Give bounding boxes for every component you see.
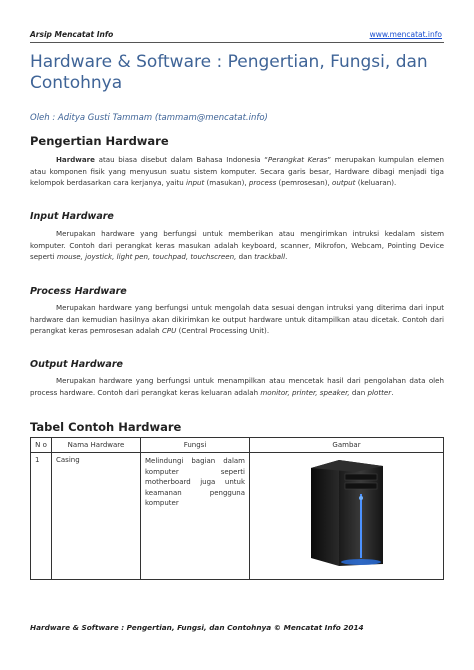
text-process: process bbox=[248, 178, 277, 188]
hardware-table bbox=[30, 437, 444, 580]
text-segment: Merupakan hardware yang berfungsi untuk memberikan atau mengirimkan intruksi kedalam sistem komputer. Contoh dari perangkat keras masukan adalah keyboard, scanner, Mikrofon, Webcam, Pointing Device seperti bbox=[30, 229, 444, 262]
text-input: input bbox=[186, 178, 205, 188]
text-segment: Merupakan hardware yang berfungsi untuk menampilkan atau mencetak hasil dari pengolahan data oleh process hardware. Contoh dari perangkat keras keluaran adalah bbox=[30, 376, 444, 397]
pc-case-image bbox=[305, 458, 389, 572]
column-header-name: Nama Hardware bbox=[52, 438, 141, 453]
header-divider bbox=[30, 42, 444, 43]
section-heading-process: Process Hardware bbox=[30, 286, 127, 297]
section-heading-output: Output Hardware bbox=[30, 359, 123, 370]
text-segment: . bbox=[285, 252, 288, 262]
table-row bbox=[31, 453, 444, 580]
paragraph-output bbox=[30, 375, 444, 398]
document-title: Hardware & Software : Pengertian, Fungsi, dan Contohnya bbox=[30, 52, 428, 93]
header-site-name: Arsip Mencatat Info bbox=[30, 30, 114, 39]
cell-name: Casing bbox=[52, 453, 141, 580]
column-header-no: N o bbox=[31, 438, 52, 453]
text-output: output bbox=[332, 178, 356, 188]
table-heading: Tabel Contoh Hardware bbox=[30, 420, 182, 434]
text-segment: dan bbox=[349, 387, 368, 397]
header-site-link[interactable]: www.mencatat.info bbox=[369, 30, 442, 39]
cell-image bbox=[250, 453, 444, 580]
text-segment: atau biasa disebut dalam Bahasa Indonesia “ bbox=[94, 155, 268, 164]
text-plotter: plotter bbox=[367, 387, 392, 397]
text-pointing-devices: mouse, joystick, light pen, touchpad, touchscreen, bbox=[56, 252, 237, 262]
paragraph-pengertian bbox=[30, 154, 444, 189]
cell-function: Melindungi bagian dalam komputer seperti motherboard juga untuk keamanan pengguna komputer bbox=[141, 453, 250, 580]
text-perangkat-keras: Perangkat Keras bbox=[267, 155, 328, 164]
column-header-image: Gambar bbox=[250, 438, 444, 453]
text-segment: (keluaran). bbox=[355, 178, 397, 188]
author-line: Oleh : Aditya Gusti Tammam (tammam@mencatat.info) bbox=[30, 113, 268, 123]
text-hardware: Hardware bbox=[56, 155, 95, 164]
pc-case-graphic bbox=[305, 458, 389, 570]
text-segment: dan bbox=[236, 252, 255, 262]
cell-no: 1 bbox=[31, 453, 52, 580]
page-footer: Hardware & Software : Pengertian, Fungsi, dan Contohnya © Mencatat Info 2014 bbox=[30, 623, 364, 632]
paragraph-input bbox=[30, 228, 444, 263]
section-heading-input: Input Hardware bbox=[30, 211, 114, 222]
text-segment: . bbox=[391, 387, 394, 397]
text-cpu: CPU bbox=[161, 326, 177, 336]
text-segment: ” merupakan kumpulan elemen atau komponen fisik yang menyusun suatu sistem komputer. Secara garis besar, Hardware dibagi menjadi tiga kelompok berdasarkan cara kerjanya, yaitu bbox=[30, 155, 444, 188]
paragraph-process bbox=[30, 302, 444, 337]
text-segment: Merupakan hardware yang berfungsi untuk mengolah data sesuai dengan intruksi yang diterima dari input hardware dan kemudian hasilnya akan dikirimkan ke output hardware untuk ditampilkan atau dicetak. Contoh dari perangkat keras pemrosesan adalah bbox=[30, 303, 444, 336]
text-trackball: trackball bbox=[254, 252, 286, 262]
column-header-function: Fungsi bbox=[141, 438, 250, 453]
table-header-row bbox=[31, 438, 444, 453]
text-segment: (pemrosesan), bbox=[276, 178, 333, 188]
text-output-devices: monitor, printer, speaker, bbox=[260, 387, 350, 397]
section-heading-pengertian: Pengertian Hardware bbox=[30, 134, 169, 148]
text-segment: (masukan), bbox=[204, 178, 249, 188]
text-segment: (Central Processing Unit). bbox=[176, 326, 270, 336]
